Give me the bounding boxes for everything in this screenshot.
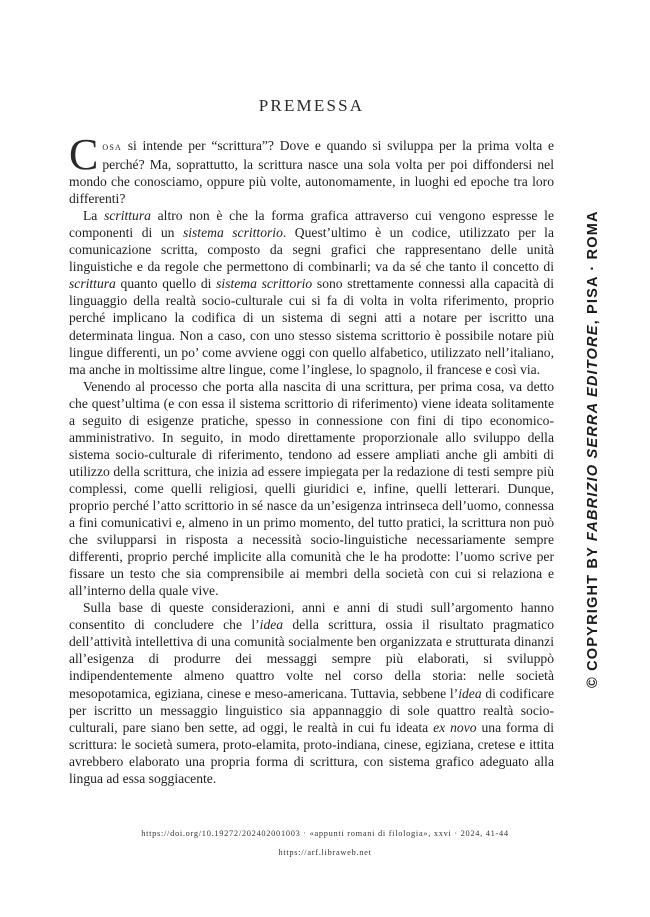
paragraph-3: Venendo al processo che porta alla nascita di una scrittura, per prima cosa, va detto che quest’ultima (e con essa il sistema scrittorio di riferimento) viene ideata solitamente a seguito di esigenze pratiche, spesso in connessione con fini di tipo economico-amministrativo. In seguito, in modo direttamente proporzionale allo sviluppo della sistema socio-culturale di riferimento, tendono ad essere ampliati anche gli ambiti di utilizzo della scrittura, che inizia ad essere impiegata per la redazione di testi sempre più complessi, come quelli religiosi, quelli giuridici e, infine, quelli letterari. Dunque, proprio perché l’atto scrittorio in sé nasce da un’esigenza intrinseca dell’uomo, connessa a fini comunicativi e, almeno in un primo momento, del tutto pratici, la scrittura non può che svilupparsi in risposta a necessità socio-linguistiche necessariamente sempre differenti, proprio perché implicite alla comunità che le ha prodotte: l’uomo scrive per fissare un testo che sia comprensibile ai membri della società con cui si relaziona e all’interno della quale vive. bbox=[69, 378, 554, 599]
page-title: PREMESSA bbox=[258, 96, 365, 115]
paragraph-4 bbox=[69, 599, 554, 787]
small-caps-lead: osa bbox=[102, 141, 122, 153]
paragraph-4-part-2: della scrittura, ossia il risultato pragmatico dell’attività intellettiva di una comunità socialmente ben organizzata e strutturata dinanzi all’esigenza di produrre dei messaggi sempre più elaborati, si sviluppò indipendentemente almeno quattro volte nel corso della storia: nelle società mesopotamica, egiziana, cinese e meso-americana. Tuttavia, sebbene l’ bbox=[69, 617, 554, 701]
paragraph-1-text: si intende per “scrittura”? Dove e quando si sviluppa per la prima volta e perché? Ma, soprattutto, la scrittura nasce una sola volta per poi diffondersi nel mondo che conosciamo, oppure più volte, autonomamente, in luoghi ed epoche tra loro differenti? bbox=[69, 138, 554, 207]
paragraph-2-part-4: quanto quello di bbox=[115, 276, 217, 292]
drop-cap: C bbox=[69, 130, 99, 179]
paragraph-2-term-4: sistema scrittorio bbox=[216, 276, 313, 292]
paragraph-4-term-2: idea bbox=[458, 685, 482, 701]
paragraph-4-part-4: una forma di scrittura: le società sumera, proto-elamita, proto-indiana, cinese, egiziana, cretese e ittita avrebbero elaborato una propria forma di scrittura, con sistema grafico adeguato alla lingua ad essa soggiacente. bbox=[69, 719, 554, 786]
paragraph-4-term-1: idea bbox=[259, 617, 284, 633]
paragraph-2-part-2: altro non è che la forma grafica attraverso cui vengono espresse le componenti di un bbox=[69, 208, 554, 241]
body-text bbox=[69, 130, 554, 787]
paragraph-2-term-3: scrittura bbox=[69, 276, 116, 292]
copyright-suffix: , PISA · ROMA bbox=[585, 210, 601, 325]
paragraph-4-part-3: di codificare per iscritto un messaggio linguistico sia appannaggio di sole quattro realtà socio-culturali, pare siano ben sette, ad oggi, le realtà in cui fu ideata bbox=[69, 685, 554, 735]
footer-website-link[interactable]: https://arf.libraweb.net bbox=[278, 848, 372, 857]
copyright-publisher: FABRIZIO SERRA EDITORE bbox=[585, 324, 601, 542]
paragraph-4-term-3: ex novo bbox=[433, 719, 477, 735]
paragraph-2-term-2: sistema scrittorio bbox=[182, 225, 283, 241]
paragraph-2-part-5: sono strettamente connessi alla capacità di linguaggio della realtà socio-culturale cui si fa di volta in volta riferimento, proprio perché implicano la codifica di un sistema di segni atti a notare per iscritto una determinata lingua. Non a caso, con uno stesso sistema scrittorio è possibile notare più lingue differenti, un po’ come avviene oggi con quello alfabetico, utilizzato nell’italiano, ma anche in moltissime altre lingue, come l’inglese, lo spagnolo, il francese e così via. bbox=[69, 276, 554, 377]
copyright-prefix: © COPYRIGHT BY bbox=[585, 541, 601, 688]
copyright-notice bbox=[585, 210, 601, 688]
paragraph-2 bbox=[69, 207, 554, 377]
paragraph-4-part-1: Sulla base di queste considerazioni, anni e anni di studi sull’argomento hanno consentito di concludere che l’ bbox=[69, 600, 554, 633]
paragraph-2-part-1: La bbox=[83, 208, 105, 224]
paragraph-2-term-1: scrittura bbox=[104, 208, 151, 224]
footer-doi-link[interactable]: https://doi.org/10.19272/202402001003 · «appunti romani di filologia», xxvi · 2024, 41-44 bbox=[141, 829, 509, 838]
paragraph-2-part-3: . Quest’ultimo è un codice, utilizzato per la comunicazione scritta, composto da segni grafici che rappresentano delle unità linguistiche e da regole che permettono di combinarli; va da sé che tanto il concetto di bbox=[69, 225, 554, 275]
paragraph-1 bbox=[69, 130, 554, 207]
